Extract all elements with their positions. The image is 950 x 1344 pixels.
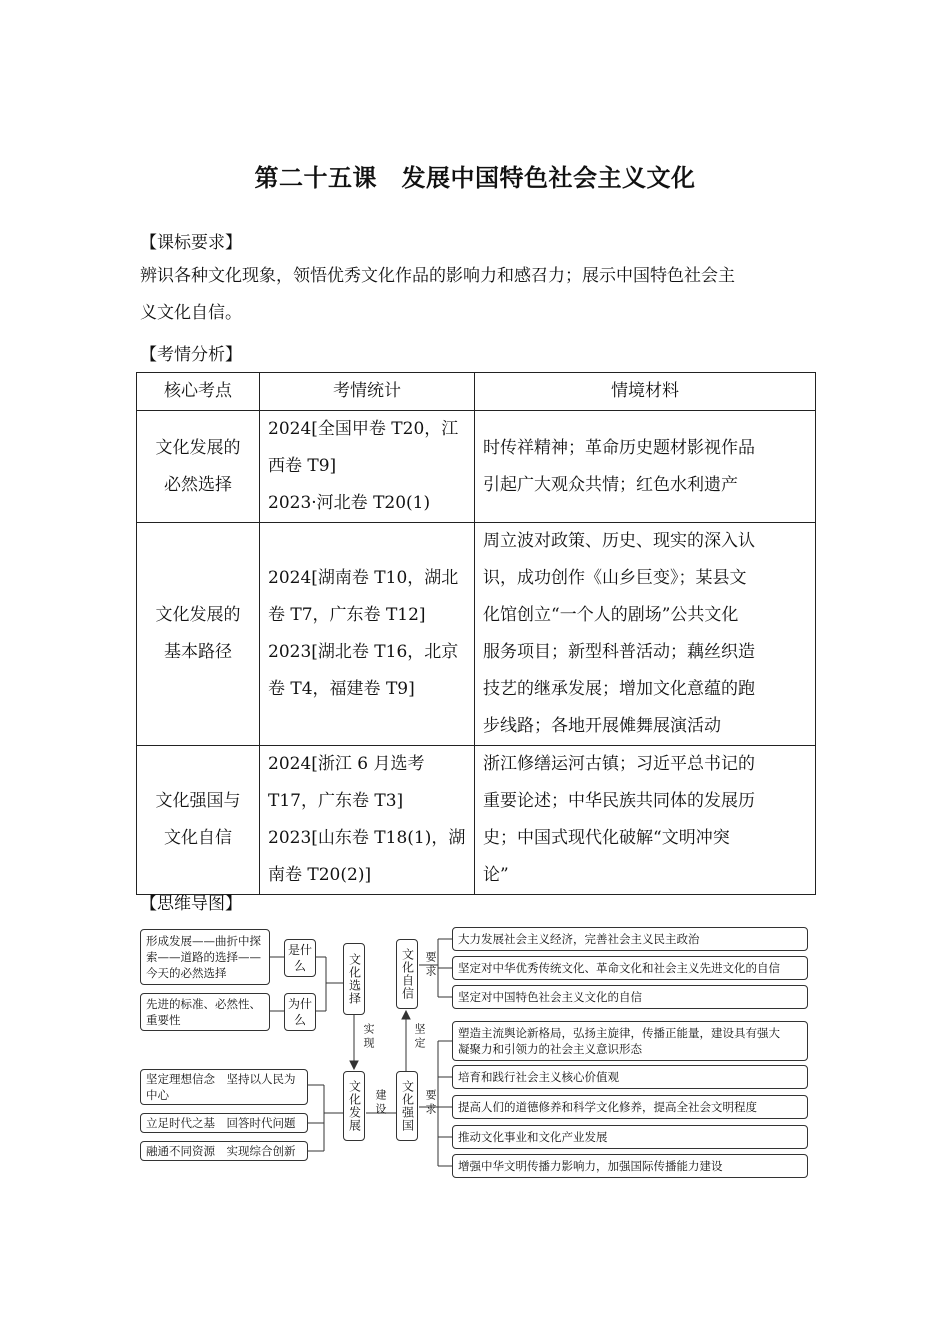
table-cell-material bbox=[475, 523, 816, 746]
mindmap-power-3: 提高人们的道德修养和科学文化修养，提高全社会文明程度 bbox=[452, 1095, 808, 1119]
label-requirement-top: 要求 bbox=[424, 951, 437, 979]
cell-line: 卷 T7，广东卷 T12] bbox=[268, 605, 426, 625]
mindmap-node-era: 立足时代之基 回答时代问题 bbox=[140, 1113, 308, 1133]
table-row bbox=[137, 746, 816, 895]
cell-line: 化馆创立“一个人的剧场”公共文化 bbox=[483, 605, 739, 625]
table-row bbox=[137, 411, 816, 523]
cell-line: 识，成功创作《山乡巨变》；某县文 bbox=[483, 568, 747, 588]
mindmap-heading: 【思维导图】 bbox=[140, 894, 242, 914]
table-row bbox=[137, 523, 816, 746]
cell-line: 文化强国与 bbox=[155, 791, 241, 811]
table-cell-material bbox=[475, 746, 816, 895]
node-line: 凝聚力和引领力的社会主义意识形态 bbox=[458, 1042, 642, 1056]
table-cell-point bbox=[137, 746, 260, 895]
cell-line: 文化发展的 bbox=[155, 437, 241, 458]
mindmap-req-3: 坚定对中国特色社会主义文化的自信 bbox=[452, 985, 808, 1009]
mindmap-node-standard bbox=[140, 993, 270, 1031]
mindmap-node-why bbox=[284, 993, 316, 1031]
label-firm: 坚定 bbox=[413, 1023, 426, 1051]
cell-line: 服务项目；新型科普活动；藕丝织造 bbox=[483, 642, 755, 662]
exam-heading: 【考情分析】 bbox=[140, 345, 242, 365]
mindmap-node-cultural-development bbox=[343, 1071, 365, 1141]
node-text: 文化强国 bbox=[400, 1080, 415, 1132]
node-line: 中心 bbox=[146, 1088, 169, 1102]
node-text: 为什么 bbox=[287, 997, 312, 1027]
mind-map bbox=[138, 925, 810, 1171]
cell-line: 西卷 T9] bbox=[268, 456, 337, 476]
mindmap-node-cultural-power bbox=[396, 1071, 418, 1141]
node-text: 文化选择 bbox=[347, 953, 362, 1005]
node-line: 先进的标准、必然性、 bbox=[146, 997, 261, 1011]
cell-line: 重要论述；中华民族共同体的发展历 bbox=[483, 791, 755, 811]
cell-line: 浙江修缮运河古镇；习近平总书记的 bbox=[483, 754, 755, 774]
page-title: 第二十五课 发展中国特色社会主义文化 bbox=[254, 164, 696, 192]
cell-line: 2023[湖北卷 T16，北京 bbox=[268, 642, 459, 662]
table-cell-stats bbox=[260, 523, 475, 746]
cell-line: 2023[山东卷 T18(1)，湖 bbox=[268, 828, 466, 848]
cell-line: 2023·河北卷 T20(1) bbox=[268, 493, 431, 513]
mindmap-node-integrate: 融通不同资源 实现综合创新 bbox=[140, 1141, 308, 1161]
mindmap-power-1 bbox=[452, 1021, 808, 1061]
node-line: 坚定理想信念 坚持以人民为 bbox=[146, 1072, 296, 1086]
label-realize: 实现 bbox=[362, 1023, 375, 1051]
node-line: 形成发展——曲折中探 bbox=[146, 934, 261, 948]
cell-line: 时传祥精神；革命历史题材影视作品 bbox=[483, 437, 755, 458]
mindmap-node-belief bbox=[140, 1069, 308, 1105]
column-header: 考情统计 bbox=[260, 373, 475, 411]
node-line: 塑造主流舆论新格局，弘扬主旋律，传播正能量，建设具有强大 bbox=[458, 1026, 780, 1040]
label-build: 建设 bbox=[374, 1089, 387, 1117]
cell-line: 史；中国式现代化破解“文明冲突 bbox=[483, 828, 730, 848]
cell-line: 2024[湖南卷 T10，湖北 bbox=[268, 568, 459, 588]
mindmap-req-2: 坚定对中华优秀传统文化、革命文化和社会主义先进文化的自信 bbox=[452, 956, 808, 980]
cell-line: 必然选择 bbox=[164, 474, 232, 495]
mindmap-node-cultural-choice bbox=[343, 943, 365, 1015]
mindmap-node-development bbox=[140, 929, 270, 985]
cell-line: 南卷 T20(2)] bbox=[268, 865, 372, 885]
cell-line: 基本路径 bbox=[164, 642, 232, 662]
node-line: 索——道路的选择—— bbox=[146, 950, 261, 964]
table-cell-material bbox=[475, 411, 816, 523]
node-text: 是什么 bbox=[287, 943, 312, 973]
table-header-row bbox=[137, 373, 816, 411]
cell-line: 周立波对政策、历史、现实的深入认 bbox=[483, 531, 755, 551]
cell-line: 文化自信 bbox=[164, 828, 232, 848]
mindmap-power-4: 推动文化事业和文化产业发展 bbox=[452, 1125, 808, 1149]
mindmap-node-what bbox=[284, 939, 316, 977]
curriculum-line-2: 义文化自信。 bbox=[140, 303, 242, 323]
mindmap-node-cultural-confidence bbox=[396, 939, 418, 1009]
mindmap-power-2: 培育和践行社会主义核心价值观 bbox=[452, 1065, 808, 1089]
cell-line: 文化发展的 bbox=[155, 605, 241, 625]
column-header: 情境材料 bbox=[475, 373, 816, 411]
cell-line: 技艺的继承发展；增加文化意蕴的跑 bbox=[483, 679, 755, 699]
column-header: 核心考点 bbox=[137, 373, 260, 411]
table-cell-stats bbox=[260, 746, 475, 895]
cell-line: 论” bbox=[483, 865, 509, 885]
cell-line: 2024[全国甲卷 T20，江 bbox=[268, 419, 459, 439]
curriculum-text bbox=[140, 258, 820, 332]
node-text: 文化自信 bbox=[400, 948, 415, 1000]
table-cell-point bbox=[137, 411, 260, 523]
cell-line: 卷 T4，福建卷 T9] bbox=[268, 679, 415, 699]
mindmap-req-1: 大力发展社会主义经济，完善社会主义民主政治 bbox=[452, 927, 808, 951]
table-cell-stats bbox=[260, 411, 475, 523]
cell-line: 步线路；各地开展傩舞展演活动 bbox=[483, 716, 721, 736]
cell-line: 引起广大观众共情；红色水利遗产 bbox=[483, 474, 738, 495]
exam-analysis-table bbox=[136, 372, 816, 895]
curriculum-line-1: 辨识各种文化现象，领悟优秀文化作品的影响力和感召力；展示中国特色社会主 bbox=[140, 266, 735, 286]
table-cell-point bbox=[137, 523, 260, 746]
node-line: 今天的必然选择 bbox=[146, 966, 227, 980]
node-line: 重要性 bbox=[146, 1013, 181, 1027]
cell-line: T17，广东卷 T3] bbox=[268, 791, 404, 811]
label-requirement-bottom: 要求 bbox=[424, 1089, 437, 1117]
node-text: 文化发展 bbox=[347, 1080, 362, 1132]
mindmap-power-5: 增强中华文明传播力影响力，加强国际传播能力建设 bbox=[452, 1154, 808, 1178]
curriculum-heading: 【课标要求】 bbox=[140, 233, 242, 253]
cell-line: 2024[浙江 6 月选考 bbox=[268, 754, 425, 774]
